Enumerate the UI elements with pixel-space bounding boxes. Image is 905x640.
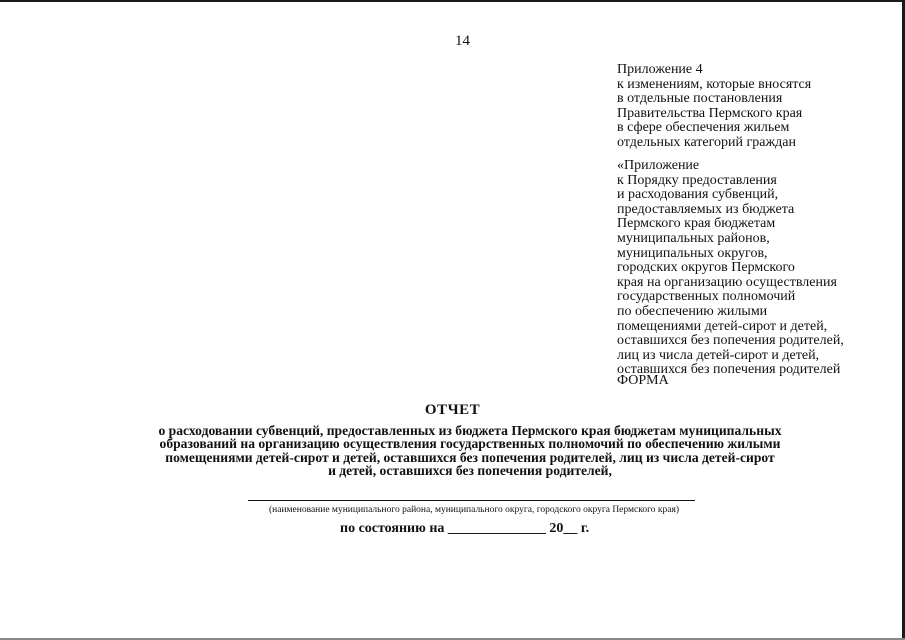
procedure-appendix-line: оставшихся без попечения родителей, bbox=[617, 333, 844, 349]
appendix-line: Правительства Пермского края bbox=[617, 105, 803, 121]
municipality-caption: (наименование муниципального района, муниципального округа, городского округа Пермского края) bbox=[268, 505, 680, 515]
appendix-header bbox=[617, 63, 811, 151]
procedure-appendix-line: «Приложение bbox=[617, 158, 700, 173]
procedure-appendix-line: помещениями детей-сирот и детей, bbox=[617, 318, 828, 334]
report-subtitle-line: помещениями детей-сирот и детей, оставшихся без попечения родителей, лиц из числа детей-сирот bbox=[165, 449, 775, 465]
procedure-appendix-line: городских округов Пермского bbox=[617, 260, 795, 276]
procedure-appendix-line: государственных полномочий bbox=[617, 289, 796, 305]
procedure-appendix-line: края на организацию осуществления bbox=[617, 274, 837, 290]
report-title: ОТЧЕТ bbox=[424, 402, 481, 418]
procedure-appendix-line: лиц из числа детей-сирот и детей, bbox=[617, 347, 820, 363]
procedure-appendix-line: муниципальных округов, bbox=[617, 245, 768, 261]
fill-in-line bbox=[248, 500, 695, 501]
procedure-appendix-line: оставшихся без попечения родителей bbox=[617, 362, 841, 378]
procedure-appendix-line: по обеспечению жилыми bbox=[617, 303, 768, 319]
scan-edge-top bbox=[0, 0, 905, 2]
appendix-line: в отдельные постановления bbox=[617, 91, 783, 107]
report-subtitle-line: о расходовании субвенций, предоставленных из бюджета Пермского края бюджетам муниципальных bbox=[158, 423, 782, 438]
report-subtitle-line: и детей, оставшихся без попечения родителей, bbox=[328, 463, 612, 479]
procedure-appendix-line: муниципальных районов, bbox=[617, 230, 770, 246]
report-subtitle bbox=[110, 424, 830, 478]
form-label: ФОРМА bbox=[617, 373, 669, 388]
procedure-appendix-line: к Порядку предоставления bbox=[617, 172, 777, 188]
report-subtitle-line: образований на организацию осуществления государственных полномочий по обеспечению жилыми bbox=[159, 436, 781, 452]
page-number: 14 bbox=[455, 33, 470, 49]
as-of-date: по состоянию на ______________ 20__ г. bbox=[340, 521, 590, 536]
procedure-appendix-header bbox=[617, 159, 844, 378]
appendix-line: к изменениям, которые вносятся bbox=[617, 76, 812, 92]
appendix-line: отдельных категорий граждан bbox=[617, 134, 796, 150]
procedure-appendix-line: и расходования субвенций, bbox=[617, 187, 779, 203]
procedure-appendix-line: предоставляемых из бюджета bbox=[617, 201, 795, 217]
procedure-appendix-line: Пермского края бюджетам bbox=[617, 216, 776, 232]
appendix-line: в сфере обеспечения жильем bbox=[617, 120, 790, 136]
appendix-line: Приложение 4 bbox=[617, 62, 703, 77]
